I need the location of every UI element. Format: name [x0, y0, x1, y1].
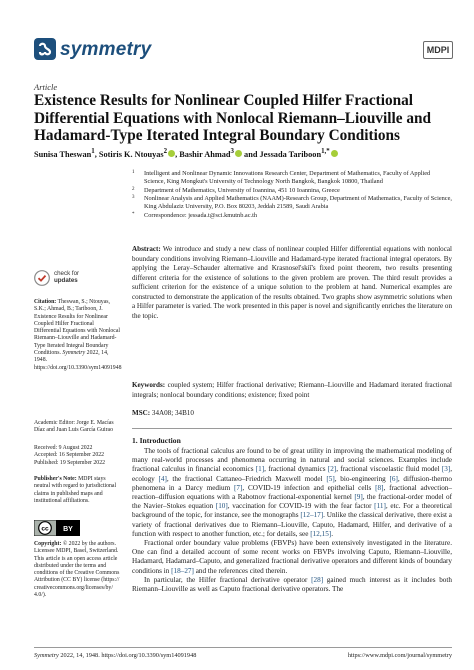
author-affiliation-sup: 1 — [91, 148, 95, 155]
author-affiliation-sup: 1,* — [321, 148, 330, 155]
mdpi-logo[interactable]: MDPI — [423, 41, 453, 59]
date-accepted: Accepted: 16 September 2022 — [34, 452, 105, 459]
author-name: Jessada Tariboon — [259, 149, 322, 159]
reference-link[interactable]: [7] — [234, 483, 243, 492]
check-line1: check for — [54, 270, 80, 277]
date-received: Received: 9 August 2022 — [34, 445, 93, 451]
publisher-note — [34, 476, 122, 505]
article-dates — [34, 445, 122, 467]
author-name: Sotiris K. Ntouyas — [98, 149, 164, 159]
reference-link[interactable]: [2] — [327, 465, 337, 474]
orcid-icon[interactable] — [331, 150, 338, 157]
text-run: , vaccination for COVID-19 with the fear factor — [227, 502, 375, 511]
reference-link[interactable]: [8] — [375, 483, 384, 492]
affiliations — [132, 170, 452, 221]
affiliation-text: Intelligent and Nonlinear Dynamic Innovations Research Center, Department of Mathematics, Faculty of Applied Science, King Mongkut's University of Technology North Bangkok, Bangkok 10800, Thailand — [144, 170, 431, 185]
check-for-updates-text — [54, 270, 79, 284]
publisher-note-text: MDPI stays neutral with regard to jurisdictional claims in published maps and institutional affiliations. — [34, 476, 117, 504]
msc-text: 34A08; 34B10 — [151, 409, 194, 417]
intro-paragraph-3 — [132, 576, 452, 594]
affiliation-item — [132, 170, 452, 186]
author-separator: , — [94, 149, 99, 159]
text-run: , diffusion-thermo phenomena in a Darcy medium — [132, 474, 452, 492]
text-run: The tools of fractional calculus are found to be of great utility in improving the mathematical modeling of many real-world processes and phenomena occurring in natural and social sciences. Examples include fractional calculus in financial economics — [132, 447, 452, 474]
reference-link[interactable]: [4] — [158, 474, 167, 483]
text-run: , fractional viscoelastic fluid model — [336, 465, 442, 474]
article-type: Article — [34, 82, 58, 92]
text-run: . Unlike the classical derivative, there exist a variety of fractional derivatives due to Riemann–Liouville, Caputo, Hadamard, Hilfer, and derivative of a function with respect to another function, etc.; for details, see — [132, 511, 452, 538]
introduction-text — [132, 447, 452, 594]
cc-by-license-icon[interactable] — [34, 520, 80, 536]
author-name: Bashir Ahmad — [179, 149, 231, 159]
affiliation-number: 2 — [132, 186, 135, 192]
reference-link[interactable]: [11] — [374, 502, 386, 511]
text-run: , COVID-19 infection and epithelial cells — [242, 483, 376, 492]
by-text: BY — [63, 526, 73, 533]
reference-link[interactable]: [1] — [255, 465, 265, 474]
copyright-text: © 2022 by the authors. Licensee MDPI, Basel, Switzerland. This article is an open access article distributed under the terms and conditions of the Creative Commons Attribution (CC BY) license (https:// creativecommons.org/licenses/by/ 4.0/). — [34, 541, 120, 599]
text-run: , etc. For a theoretical background of the topic, for instance, see the monographs — [132, 502, 452, 520]
footer-journal: Symmetry — [34, 652, 59, 659]
affiliation-number: 3 — [132, 195, 135, 201]
author-separator: and — [241, 149, 260, 159]
msc-label: MSC: — [132, 409, 151, 417]
reference-link[interactable]: [9] — [354, 493, 363, 502]
citation-text: Theswan, S.; Ntouyas, S.K.; Ahmad, B.; Tariboon, J. Existence Results for Nonlinear Coupled Hilfer Fractional Differential Equations with Nonlocal Riemann–Liouville and Hadamard-Type Iterated Integral Boundary Conditions. — [34, 299, 121, 357]
abstract-label: Abstract: — [132, 245, 161, 253]
footer-journal-link[interactable]: https://www.mdpi.com/journal/symmetry — [347, 652, 452, 659]
citation-year-vol: 2022, 14, 1948. — [34, 350, 109, 364]
reference-link[interactable]: [12,15] — [310, 529, 332, 538]
reference-link[interactable]: [6] — [389, 474, 398, 483]
affiliation-text: Department of Mathematics, University of Ioannina, 451 10 Ioannina, Greece — [144, 186, 340, 194]
correspondence[interactable] — [132, 212, 452, 220]
author-name: Sunisa Theswan — [34, 149, 92, 159]
page-footer — [34, 652, 452, 659]
text-run: and the references cited therein. — [193, 566, 288, 575]
journal-name[interactable]: symmetry — [60, 39, 152, 60]
reference-link[interactable]: [5] — [326, 474, 335, 483]
cc-text: cc — [41, 525, 49, 533]
author-separator: , — [175, 149, 180, 159]
copyright-block — [34, 541, 122, 599]
keywords — [132, 381, 452, 400]
affiliation-number: * — [132, 211, 135, 217]
text-run: , fractional advection–reaction–diffusion equations with a Rabotnov fractional-exponential kernel — [132, 483, 452, 502]
author-affiliation-sup: 2 — [163, 148, 168, 155]
section-divider — [132, 428, 452, 429]
check-for-updates-icon — [34, 270, 50, 286]
footer-divider — [34, 647, 452, 648]
intro-paragraph-1 — [132, 447, 452, 539]
keywords-label: Keywords: — [132, 381, 166, 389]
date-published: Published: 19 September 2022 — [34, 459, 106, 466]
correspondence-email[interactable]: Correspondence: jessada.t@sci.kmutnb.ac.th — [144, 211, 257, 219]
msc-codes — [132, 409, 452, 417]
reference-link[interactable]: [28] — [311, 575, 324, 584]
symmetry-logo-icon — [34, 38, 56, 60]
text-run: , fractional dynamics — [264, 465, 328, 474]
check-line2: updates — [54, 277, 78, 285]
text-run: , bio-engineering — [334, 474, 390, 483]
text-run: Fractional order boundary value problems (FBVPs) have been extensively investigated in the literature. One can find a detailed account of some recent works on FBVPs involving Caputo, Riemann–Liouville, Hadamard, Hadamard–Caputo, and generalized fractional derivative operators and different kinds of boundary conditions in — [132, 539, 452, 575]
reference-link[interactable]: [12–17] — [300, 511, 324, 520]
citation-journal: Symmetry — [62, 350, 86, 357]
reference-link[interactable]: [18–27] — [171, 566, 194, 575]
text-run: In particular, the Hilfer fractional derivative operator — [144, 575, 312, 584]
text-run: . — [331, 529, 333, 538]
abstract — [132, 245, 452, 321]
intro-paragraph-2 — [132, 539, 452, 576]
copyright-label: Copyright: — [34, 541, 62, 547]
article-title: Existence Results for Nonlinear Coupled Hilfer Fractional Differential Equations with Nonlocal Riemann–Liouville and Hadamard-Type Iterated Integral Boundary Conditions — [34, 92, 432, 144]
reference-link[interactable]: [10] — [215, 502, 228, 511]
citation-block — [34, 299, 122, 372]
keywords-text: coupled system; Hilfer fractional derivative; Riemann–Liouville and Hadamard iterated fractional integrals; nonlocal boundary conditions; existence; fixed point — [132, 381, 452, 399]
footer-citation[interactable]: 2022, 14, 1948. https://doi.org/10.3390/sym14091948 — [60, 652, 197, 659]
publisher-note-label: Publisher's Note: — [34, 476, 77, 482]
author-list — [34, 148, 454, 159]
affiliation-item — [132, 195, 452, 211]
text-run: gained much interest as it includes both Riemann–Liouville as well as Caputo fractional derivative operators. The — [132, 575, 452, 594]
citation-doi-link[interactable]: https://doi.org/10.3390/sym14091948 — [34, 364, 122, 371]
abstract-text: We introduce and study a new class of nonlinear coupled Hilfer differential equations with nonlocal boundary conditions involving Riemann–Liouville and Hadamard-type iterated fractional integral operators. By applying the Leray–Schauder alternative and Krasnosel'skiĭ's fixed point theorem, two results presenting different criteria for the existence of solutions to the given problem are proven. The third result provides a sufficient criterion for the existence of a unique solution to the problem at hand. Numerical examples are constructed to demonstrate the application of the results obtained. Two graphs show asymmetric solutions when a Hilfer parameter is varied. The work presented in this paper is novel and significantly enriches the literature on the topic. — [132, 245, 452, 320]
citation-label: Citation: — [34, 299, 57, 305]
text-run: , ecology — [132, 465, 452, 483]
reference-link[interactable]: [3] — [441, 465, 451, 474]
check-for-updates-badge[interactable] — [34, 268, 124, 290]
author-affiliation-sup: 3 — [230, 148, 234, 155]
orcid-icon[interactable] — [235, 150, 242, 157]
affiliation-text: Nonlinear Analysis and Applied Mathematics (NAAM)-Research Group, Department of Mathematics, Faculty of Science, King Abdulaziz University, P.O. Box 80203, Jeddah 21589, Saudi Arabia — [144, 195, 452, 211]
academic-editor: Academic Editor: Jorge E. Macías Díaz and Juan Luis García Guirao — [34, 420, 114, 434]
section-heading: 1. Introduction — [132, 436, 181, 445]
text-run: , the fractional-order model of the Navier–Stokes equation — [132, 493, 452, 511]
affiliation-item — [132, 187, 452, 195]
affiliation-number: 1 — [132, 170, 135, 175]
text-run: , the fractional Cattaneo–Friedrich Maxwell model — [166, 474, 327, 483]
